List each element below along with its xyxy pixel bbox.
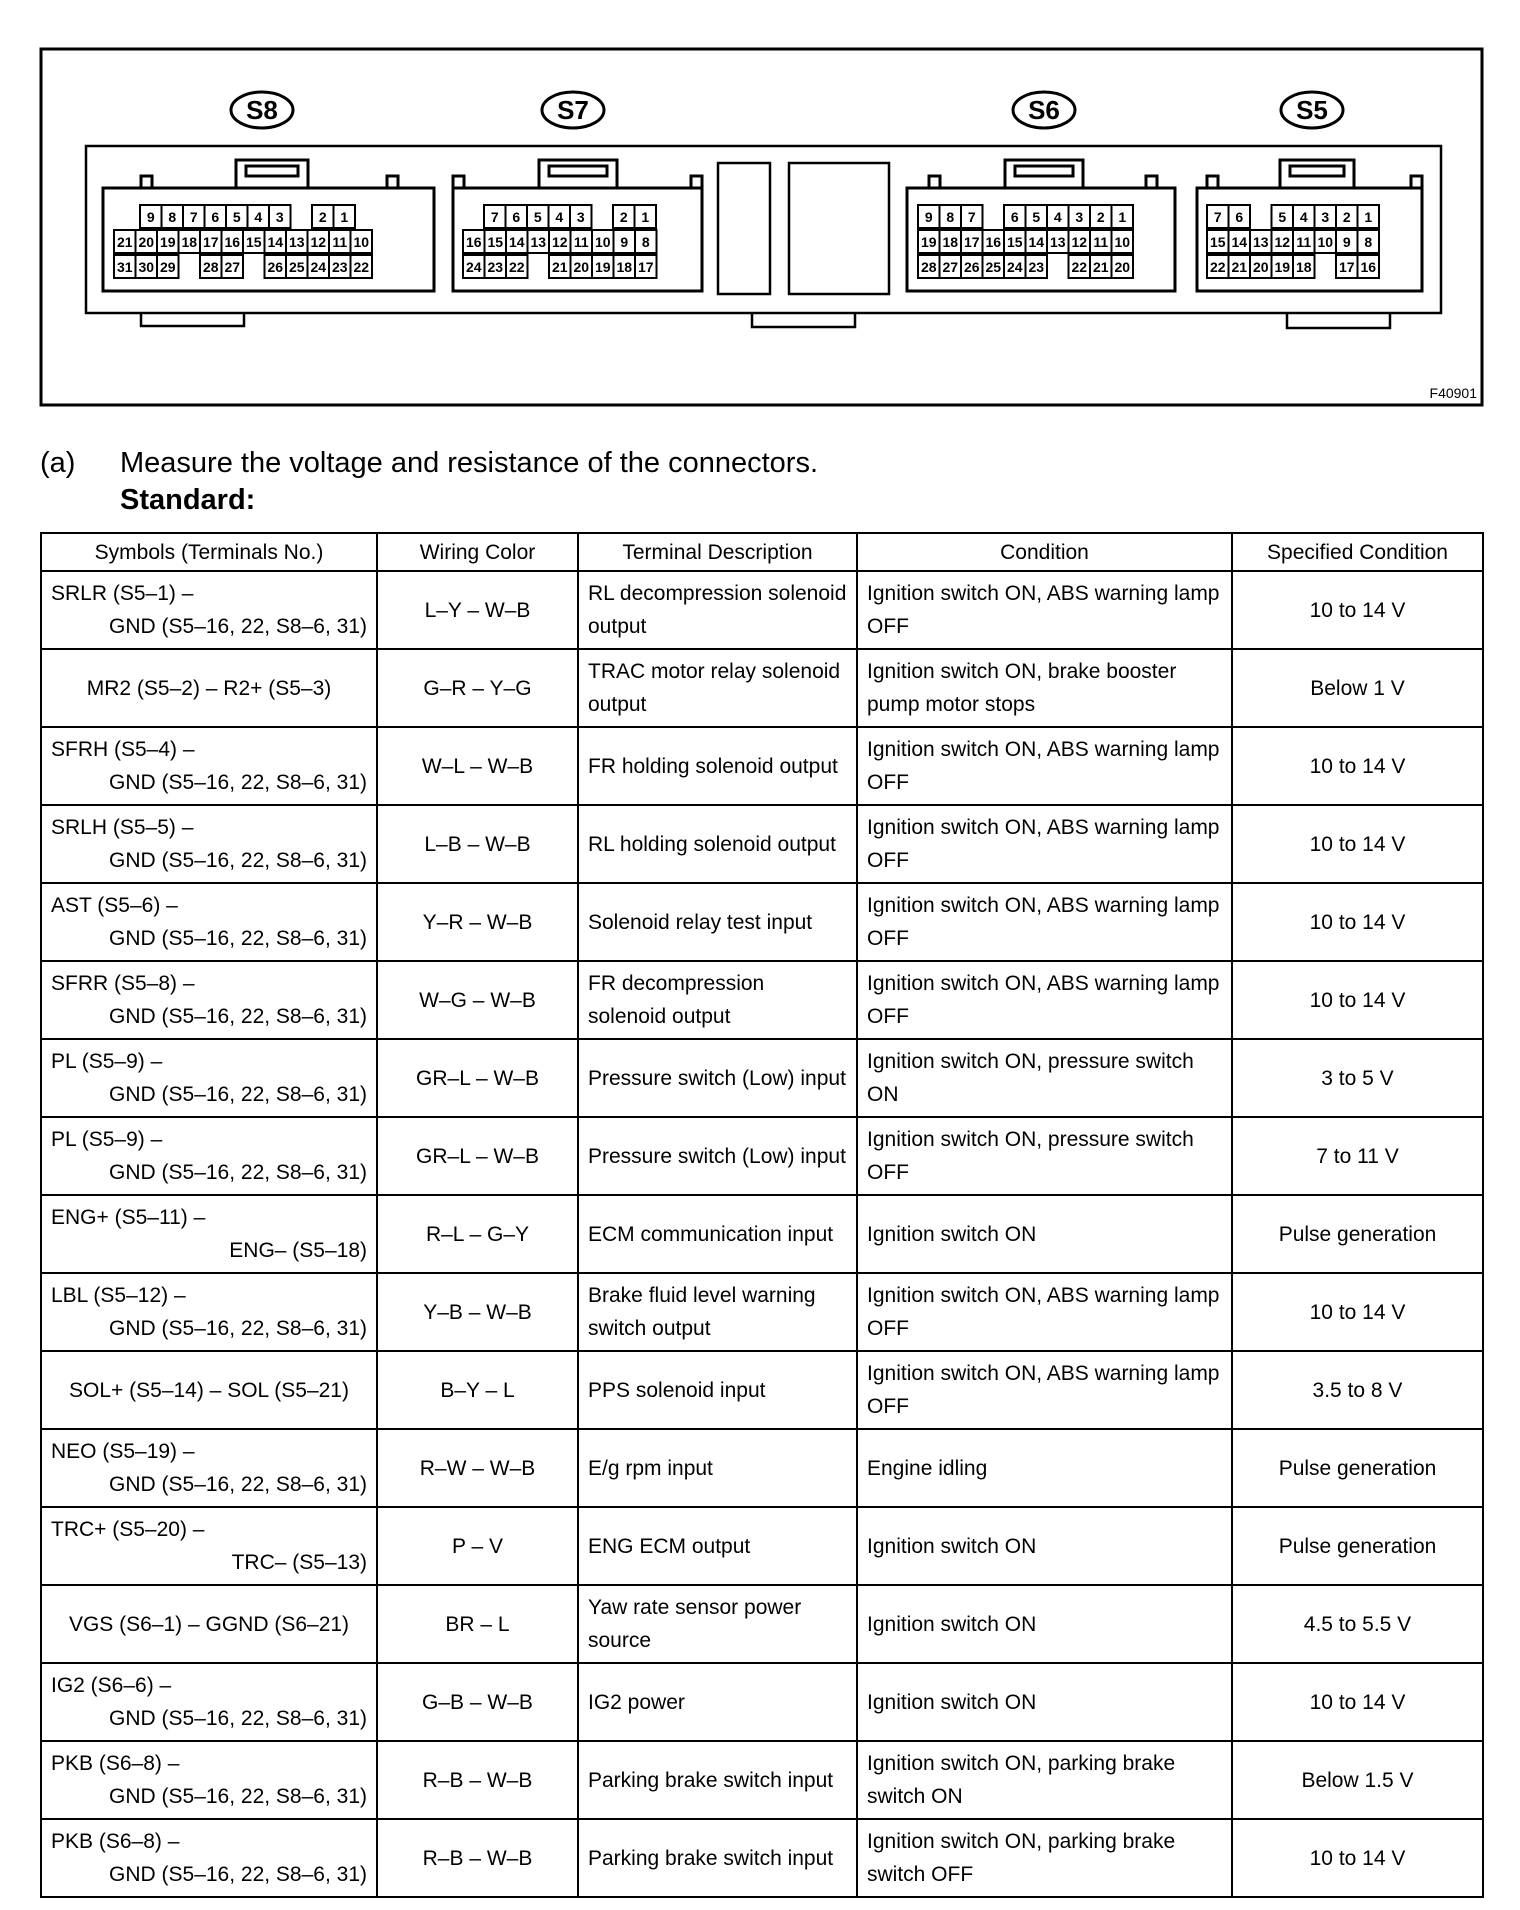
symbols-cell bbox=[41, 727, 377, 805]
s7-pin-number: 21 bbox=[551, 259, 568, 275]
condition-cell: Ignition switch ON, parking brake switch ON bbox=[857, 1741, 1232, 1819]
table-row bbox=[41, 1741, 1483, 1819]
symbol-line-1: PL (S5–9) – bbox=[51, 1128, 163, 1151]
symbol-line-1: LBL (S5–12) – bbox=[51, 1284, 186, 1307]
symbol-line-1: PKB (S6–8) – bbox=[51, 1752, 180, 1775]
s5-label: S5 bbox=[1296, 95, 1328, 125]
s8-pin-number: 3 bbox=[275, 209, 284, 225]
wiring-color-cell: BR – L bbox=[377, 1585, 578, 1663]
description-cell: E/g rpm input bbox=[578, 1429, 857, 1507]
s7-pin-number: 1 bbox=[641, 209, 650, 225]
s8-pin-number: 23 bbox=[331, 259, 348, 275]
s8-pin-number: 25 bbox=[288, 259, 305, 275]
s6-pin-number: 26 bbox=[963, 259, 980, 275]
header-row bbox=[41, 533, 1483, 571]
s6-pin-number: 10 bbox=[1114, 234, 1131, 250]
specified-condition-cell: Pulse generation bbox=[1232, 1429, 1483, 1507]
s7-pin-number: 7 bbox=[490, 209, 499, 225]
s6-pin-number: 12 bbox=[1071, 234, 1088, 250]
s8-pin-number: 12 bbox=[310, 234, 327, 250]
symbols-cell bbox=[41, 1819, 377, 1897]
s6-pin-number: 15 bbox=[1006, 234, 1023, 250]
s8-pin-number: 8 bbox=[168, 209, 177, 225]
wiring-color-cell: GR–L – W–B bbox=[377, 1117, 578, 1195]
s6-pin-number: 9 bbox=[924, 209, 933, 225]
symbol-line-1: ENG+ (S5–11) – bbox=[51, 1206, 206, 1229]
table-row bbox=[41, 883, 1483, 961]
connector-diagram bbox=[0, 0, 1520, 420]
specified-condition-cell: 10 to 14 V bbox=[1232, 1819, 1483, 1897]
description-cell: TRAC motor relay solenoid output bbox=[578, 649, 857, 727]
s5-pin-number: 12 bbox=[1274, 234, 1291, 250]
wiring-color-cell: G–B – W–B bbox=[377, 1663, 578, 1741]
s6-pin-number: 25 bbox=[985, 259, 1002, 275]
s5-pin-number: 5 bbox=[1278, 209, 1287, 225]
description-cell: Solenoid relay test input bbox=[578, 883, 857, 961]
wiring-color-cell: P – V bbox=[377, 1507, 578, 1585]
table-row bbox=[41, 805, 1483, 883]
s7-pin-number: 17 bbox=[637, 259, 654, 275]
symbol-line-2: GND (S5–16, 22, S8–6, 31) bbox=[109, 1473, 367, 1496]
s7-pin-number: 13 bbox=[530, 234, 547, 250]
condition-cell: Ignition switch ON, ABS warning lamp OFF bbox=[857, 805, 1232, 883]
condition-cell: Ignition switch ON, ABS warning lamp OFF bbox=[857, 883, 1232, 961]
wiring-color-cell: R–L – G–Y bbox=[377, 1195, 578, 1273]
s8-pin-number: 22 bbox=[353, 259, 370, 275]
s7-pin-number: 9 bbox=[620, 234, 629, 250]
s5-pin-number: 22 bbox=[1209, 259, 1226, 275]
symbols-cell bbox=[41, 1507, 377, 1585]
specified-condition-cell: Below 1 V bbox=[1232, 649, 1483, 727]
s7-label: S7 bbox=[557, 95, 589, 125]
specified-condition-cell: 4.5 to 5.5 V bbox=[1232, 1585, 1483, 1663]
s8-pin-number: 14 bbox=[267, 234, 284, 250]
s5-pin-number: 6 bbox=[1235, 209, 1244, 225]
s6-pin-number: 22 bbox=[1071, 259, 1088, 275]
wiring-color-cell: R–B – W–B bbox=[377, 1741, 578, 1819]
symbol-line-2: GND (S5–16, 22, S8–6, 31) bbox=[109, 1161, 367, 1184]
symbol-line-1: AST (S5–6) – bbox=[51, 894, 178, 917]
s7-pin-number: 23 bbox=[487, 259, 504, 275]
specified-condition-cell: 10 to 14 V bbox=[1232, 727, 1483, 805]
s8-pin-number: 9 bbox=[146, 209, 155, 225]
symbol-line-1: SRLH (S5–5) – bbox=[51, 816, 194, 839]
s7-pin-number: 20 bbox=[573, 259, 590, 275]
s6-pin-number: 2 bbox=[1096, 209, 1105, 225]
condition-cell: Ignition switch ON, ABS warning lamp OFF bbox=[857, 571, 1232, 649]
header-terminal-description: Terminal Description bbox=[578, 533, 857, 571]
s8-pin-number: 2 bbox=[318, 209, 327, 225]
symbols-cell bbox=[41, 1663, 377, 1741]
table-row bbox=[41, 1039, 1483, 1117]
s8-pin-number: 28 bbox=[202, 259, 219, 275]
header-wiring-color: Wiring Color bbox=[377, 533, 578, 571]
standard-table bbox=[40, 532, 1484, 1898]
description-cell: FR decompression solenoid output bbox=[578, 961, 857, 1039]
symbols-cell bbox=[41, 1039, 377, 1117]
s5-pin-number: 1 bbox=[1364, 209, 1373, 225]
s6-pin-number: 7 bbox=[967, 209, 976, 225]
condition-cell: Ignition switch ON, pressure switch OFF bbox=[857, 1117, 1232, 1195]
condition-cell: Engine idling bbox=[857, 1429, 1232, 1507]
symbol-line-2: GND (S5–16, 22, S8–6, 31) bbox=[109, 1863, 367, 1886]
symbol-line-1: SFRH (S5–4) – bbox=[51, 738, 195, 761]
s7-pin-number: 24 bbox=[465, 259, 482, 275]
s5-pin-number: 16 bbox=[1360, 259, 1377, 275]
symbols-cell bbox=[41, 1741, 377, 1819]
table-row bbox=[41, 1351, 1483, 1429]
s8-pin-number: 5 bbox=[232, 209, 241, 225]
condition-cell: Ignition switch ON, pressure switch ON bbox=[857, 1039, 1232, 1117]
s6-pin-number: 28 bbox=[920, 259, 937, 275]
description-cell: Yaw rate sensor power source bbox=[578, 1585, 857, 1663]
table-row bbox=[41, 1663, 1483, 1741]
s6-pin-number: 13 bbox=[1049, 234, 1066, 250]
s7-pin-number: 5 bbox=[533, 209, 542, 225]
s7-pin-number: 16 bbox=[465, 234, 482, 250]
specified-condition-cell: 10 to 14 V bbox=[1232, 1273, 1483, 1351]
symbols-cell bbox=[41, 1429, 377, 1507]
s7-pin-number: 18 bbox=[616, 259, 633, 275]
s5-pin-number: 13 bbox=[1252, 234, 1269, 250]
wiring-color-cell: Y–B – W–B bbox=[377, 1273, 578, 1351]
wiring-color-cell: Y–R – W–B bbox=[377, 883, 578, 961]
symbol-line-2: GND (S5–16, 22, S8–6, 31) bbox=[109, 1785, 367, 1808]
s7-pin-number: 4 bbox=[555, 209, 564, 225]
symbols-cell: VGS (S6–1) – GGND (S6–21) bbox=[41, 1585, 377, 1663]
s8-pin-number: 16 bbox=[224, 234, 241, 250]
figure-code: F40901 bbox=[1429, 385, 1477, 401]
s6-pin-number: 16 bbox=[985, 234, 1002, 250]
s8-pin-number: 24 bbox=[310, 259, 327, 275]
symbol-line-2: ENG– (S5–18) bbox=[229, 1239, 367, 1262]
wiring-color-cell: W–G – W–B bbox=[377, 961, 578, 1039]
s6-pin-number: 20 bbox=[1114, 259, 1131, 275]
s5-pin-number: 11 bbox=[1296, 234, 1312, 250]
s5-pin-number: 7 bbox=[1213, 209, 1222, 225]
symbol-line-1: PL (S5–9) – bbox=[51, 1050, 163, 1073]
header-condition: Condition bbox=[857, 533, 1232, 571]
s6-pin-number: 18 bbox=[942, 234, 959, 250]
condition-cell: Ignition switch ON, ABS warning lamp OFF bbox=[857, 1351, 1232, 1429]
s5-pin-number: 19 bbox=[1274, 259, 1291, 275]
condition-cell: Ignition switch ON bbox=[857, 1663, 1232, 1741]
table-row bbox=[41, 1117, 1483, 1195]
s6-pin-number: 19 bbox=[920, 234, 937, 250]
condition-cell: Ignition switch ON, ABS warning lamp OFF bbox=[857, 961, 1232, 1039]
specified-condition-cell: 10 to 14 V bbox=[1232, 883, 1483, 961]
specified-condition-cell: Pulse generation bbox=[1232, 1507, 1483, 1585]
s6-pin-number: 6 bbox=[1010, 209, 1019, 225]
s8-pin-number: 29 bbox=[159, 259, 176, 275]
s8-pin-number: 1 bbox=[340, 209, 349, 225]
s8-pin-number: 30 bbox=[138, 259, 155, 275]
table-row bbox=[41, 1195, 1483, 1273]
s7-pin-number: 3 bbox=[576, 209, 585, 225]
s6-pin-number: 3 bbox=[1075, 209, 1084, 225]
s7-pin-number: 2 bbox=[619, 209, 628, 225]
table-row bbox=[41, 1819, 1483, 1897]
s8-pin-number: 20 bbox=[138, 234, 155, 250]
table-row bbox=[41, 727, 1483, 805]
symbol-line-2: GND (S5–16, 22, S8–6, 31) bbox=[109, 771, 367, 794]
s8-pin-number: 27 bbox=[224, 259, 241, 275]
symbols-cell bbox=[41, 1195, 377, 1273]
s8-pin-number: 7 bbox=[189, 209, 198, 225]
s8-pin-number: 4 bbox=[254, 209, 263, 225]
s7-pin-number: 15 bbox=[487, 234, 504, 250]
s6-pin-number: 17 bbox=[963, 234, 980, 250]
s8-pin-number: 6 bbox=[211, 209, 220, 225]
standard-label: Standard: bbox=[120, 484, 256, 516]
s8-pin-number: 19 bbox=[159, 234, 176, 250]
wiring-color-cell: R–W – W–B bbox=[377, 1429, 578, 1507]
s5-pin-number: 15 bbox=[1209, 234, 1226, 250]
header-symbols: Symbols (Terminals No.) bbox=[41, 533, 377, 571]
s5-pin-number: 17 bbox=[1338, 259, 1355, 275]
wiring-color-cell: L–Y – W–B bbox=[377, 571, 578, 649]
condition-cell: Ignition switch ON, parking brake switch OFF bbox=[857, 1819, 1232, 1897]
symbol-line-2: GND (S5–16, 22, S8–6, 31) bbox=[109, 927, 367, 950]
specified-condition-cell: 10 to 14 V bbox=[1232, 805, 1483, 883]
symbol-line-2: GND (S5–16, 22, S8–6, 31) bbox=[109, 1083, 367, 1106]
s6-pin-number: 8 bbox=[946, 209, 955, 225]
condition-cell: Ignition switch ON bbox=[857, 1585, 1232, 1663]
condition-cell: Ignition switch ON bbox=[857, 1507, 1232, 1585]
symbol-line-1: NEO (S5–19) – bbox=[51, 1440, 195, 1463]
symbols-cell bbox=[41, 571, 377, 649]
wiring-color-cell: GR–L – W–B bbox=[377, 1039, 578, 1117]
s7-pin-number: 14 bbox=[508, 234, 525, 250]
s5-pin-number: 9 bbox=[1342, 234, 1351, 250]
wiring-color-cell: B–Y – L bbox=[377, 1351, 578, 1429]
description-cell: PPS solenoid input bbox=[578, 1351, 857, 1429]
s6-pin-number: 24 bbox=[1006, 259, 1023, 275]
s8-pin-number: 17 bbox=[202, 234, 219, 250]
description-cell: Pressure switch (Low) input bbox=[578, 1117, 857, 1195]
s5-pin-number: 3 bbox=[1321, 209, 1330, 225]
s8-pin-number: 13 bbox=[288, 234, 305, 250]
specified-condition-cell: Pulse generation bbox=[1232, 1195, 1483, 1273]
s6-pin-number: 21 bbox=[1092, 259, 1109, 275]
description-cell: RL holding solenoid output bbox=[578, 805, 857, 883]
description-cell: ECM communication input bbox=[578, 1195, 857, 1273]
symbols-cell bbox=[41, 961, 377, 1039]
table-row bbox=[41, 961, 1483, 1039]
s5-pin-number: 20 bbox=[1252, 259, 1269, 275]
s6-label: S6 bbox=[1028, 95, 1060, 125]
description-cell: Parking brake switch input bbox=[578, 1741, 857, 1819]
wiring-color-cell: L–B – W–B bbox=[377, 805, 578, 883]
s8-pin-number: 26 bbox=[267, 259, 284, 275]
specified-condition-cell: 7 to 11 V bbox=[1232, 1117, 1483, 1195]
table-row bbox=[41, 1273, 1483, 1351]
s5-pin-number: 10 bbox=[1317, 234, 1334, 250]
description-cell: Parking brake switch input bbox=[578, 1819, 857, 1897]
step-letter: (a) bbox=[40, 447, 76, 479]
symbol-line-1: PKB (S6–8) – bbox=[51, 1830, 180, 1853]
specified-condition-cell: Below 1.5 V bbox=[1232, 1741, 1483, 1819]
s6-pin-number: 23 bbox=[1028, 259, 1045, 275]
s5-pin-number: 14 bbox=[1231, 234, 1248, 250]
symbols-cell: MR2 (S5–2) – R2+ (S5–3) bbox=[41, 649, 377, 727]
s6-pin-number: 14 bbox=[1028, 234, 1045, 250]
table-row bbox=[41, 571, 1483, 649]
table-row bbox=[41, 649, 1483, 727]
s6-pin-number: 27 bbox=[942, 259, 959, 275]
condition-cell: Ignition switch ON, ABS warning lamp OFF bbox=[857, 727, 1232, 805]
symbol-line-2: GND (S5–16, 22, S8–6, 31) bbox=[109, 849, 367, 872]
symbol-line-2: GND (S5–16, 22, S8–6, 31) bbox=[109, 1317, 367, 1340]
s6-pin-number: 11 bbox=[1093, 234, 1109, 250]
specified-condition-cell: 10 to 14 V bbox=[1232, 961, 1483, 1039]
symbol-line-1: TRC+ (S5–20) – bbox=[51, 1518, 205, 1541]
symbol-line-1: IG2 (S6–6) – bbox=[51, 1674, 172, 1697]
s6-pin-number: 4 bbox=[1053, 209, 1062, 225]
s8-pin-number: 31 bbox=[116, 259, 133, 275]
condition-cell: Ignition switch ON, brake booster pump motor stops bbox=[857, 649, 1232, 727]
symbol-line-1: SRLR (S5–1) – bbox=[51, 582, 194, 605]
table-row bbox=[41, 1507, 1483, 1585]
specified-condition-cell: 3 to 5 V bbox=[1232, 1039, 1483, 1117]
specified-condition-cell: 3.5 to 8 V bbox=[1232, 1351, 1483, 1429]
symbols-cell bbox=[41, 883, 377, 961]
symbol-line-2: GND (S5–16, 22, S8–6, 31) bbox=[109, 1005, 367, 1028]
s8-label: S8 bbox=[246, 95, 278, 125]
wiring-color-cell: W–L – W–B bbox=[377, 727, 578, 805]
specified-condition-cell: 10 to 14 V bbox=[1232, 571, 1483, 649]
s8-pin-number: 10 bbox=[353, 234, 370, 250]
s8-pin-number: 18 bbox=[181, 234, 198, 250]
description-cell: RL decompression solenoid output bbox=[578, 571, 857, 649]
symbols-cell: SOL+ (S5–14) – SOL (S5–21) bbox=[41, 1351, 377, 1429]
symbol-line-1: SFRR (S5–8) – bbox=[51, 972, 195, 995]
s5-pin-number: 8 bbox=[1364, 234, 1373, 250]
symbols-cell bbox=[41, 1273, 377, 1351]
s7-pin-number: 22 bbox=[508, 259, 525, 275]
wiring-color-cell: R–B – W–B bbox=[377, 1819, 578, 1897]
description-cell: ENG ECM output bbox=[578, 1507, 857, 1585]
s7-pin-number: 19 bbox=[594, 259, 611, 275]
header-specified-condition: Specified Condition bbox=[1232, 533, 1483, 571]
table-row bbox=[41, 1585, 1483, 1663]
symbol-line-2: GND (S5–16, 22, S8–6, 31) bbox=[109, 1707, 367, 1730]
condition-cell: Ignition switch ON, ABS warning lamp OFF bbox=[857, 1273, 1232, 1351]
s8-pin-number: 11 bbox=[332, 234, 348, 250]
description-cell: Brake fluid level warning switch output bbox=[578, 1273, 857, 1351]
symbols-cell bbox=[41, 805, 377, 883]
symbols-cell bbox=[41, 1117, 377, 1195]
s6-pin-number: 5 bbox=[1032, 209, 1041, 225]
specified-condition-cell: 10 to 14 V bbox=[1232, 1663, 1483, 1741]
symbol-line-2: GND (S5–16, 22, S8–6, 31) bbox=[109, 615, 367, 638]
s5-pin-number: 18 bbox=[1295, 259, 1312, 275]
wiring-color-cell: G–R – Y–G bbox=[377, 649, 578, 727]
description-cell: IG2 power bbox=[578, 1663, 857, 1741]
s7-pin-number: 8 bbox=[641, 234, 650, 250]
symbol-line-2: TRC– (S5–13) bbox=[231, 1551, 367, 1574]
s5-pin-number: 21 bbox=[1231, 259, 1248, 275]
condition-cell: Ignition switch ON bbox=[857, 1195, 1232, 1273]
s5-pin-number: 2 bbox=[1342, 209, 1351, 225]
s8-pin-number: 15 bbox=[245, 234, 262, 250]
description-cell: Pressure switch (Low) input bbox=[578, 1039, 857, 1117]
s5-pin-number: 4 bbox=[1299, 209, 1308, 225]
s7-pin-number: 12 bbox=[551, 234, 568, 250]
s8-pin-number: 21 bbox=[116, 234, 133, 250]
description-cell: FR holding solenoid output bbox=[578, 727, 857, 805]
table-row bbox=[41, 1429, 1483, 1507]
s7-pin-number: 10 bbox=[594, 234, 611, 250]
s6-pin-number: 1 bbox=[1118, 209, 1127, 225]
s7-pin-number: 6 bbox=[512, 209, 521, 225]
instruction-text: Measure the voltage and resistance of the connectors. bbox=[120, 447, 819, 479]
s7-pin-number: 11 bbox=[573, 234, 589, 250]
